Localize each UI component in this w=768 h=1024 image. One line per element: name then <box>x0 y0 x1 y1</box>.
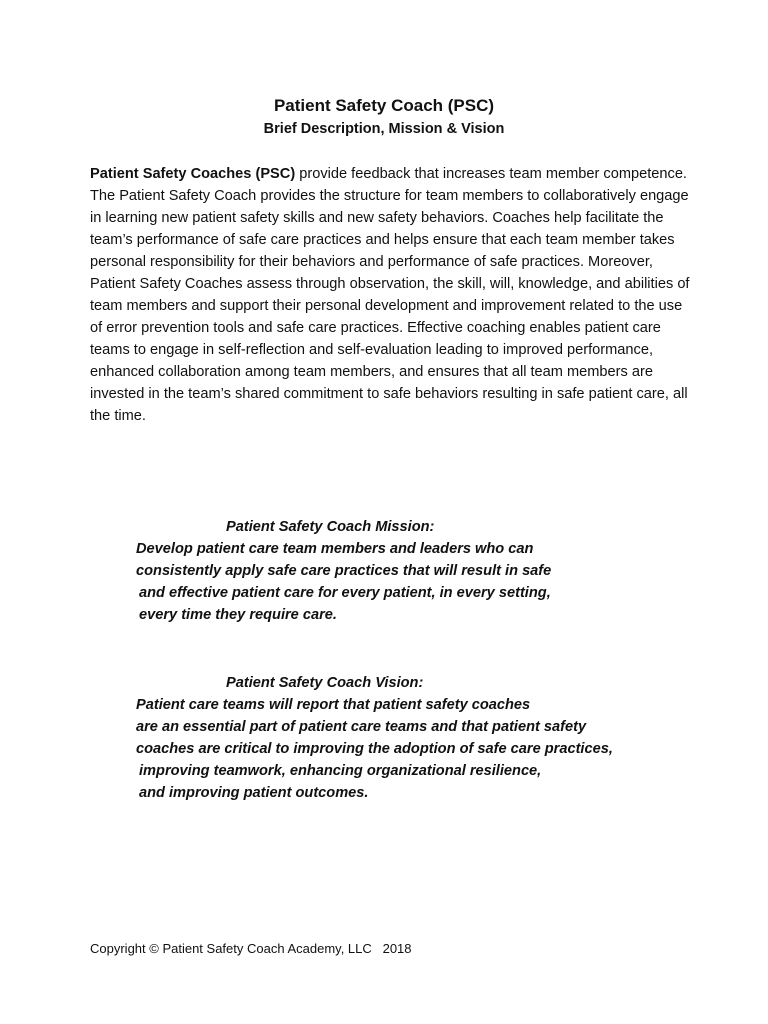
mission-line: consistently apply safe care practices that will result in safe <box>136 563 552 579</box>
vision-line: Patient care teams will report that patient safety coaches <box>136 697 531 713</box>
mission-line: and effective patient care for every patient, in every setting, <box>139 585 551 601</box>
vision-line: are an essential part of patient care teams and that patient safety <box>136 719 587 735</box>
vision-heading: Patient Safety Coach Vision: <box>226 675 424 691</box>
mission-section <box>136 516 656 626</box>
document-title: Patient Safety Coach (PSC) <box>273 96 495 115</box>
document-subtitle: Brief Description, Mission & Vision <box>263 121 505 137</box>
vision-line: and improving patient outcomes. <box>139 785 369 801</box>
mission-line: every time they require care. <box>139 607 337 623</box>
intro-lead: Patient Safety Coaches (PSC) <box>90 166 296 182</box>
mission-line: Develop patient care team members and leaders who can <box>136 541 534 557</box>
mission-heading: Patient Safety Coach Mission: <box>226 519 435 535</box>
vision-line: coaches are critical to improving the adoption of safe care practices, <box>136 741 613 757</box>
copyright-notice: Copyright © Patient Safety Coach Academy, LLC 2018 <box>90 941 412 956</box>
vision-section <box>136 672 656 804</box>
vision-line: improving teamwork, enhancing organizational resilience, <box>139 763 542 779</box>
intro-paragraph <box>90 163 690 427</box>
intro-text: provide feedback that increases team member competence. The Patient Safety Coach provides the structure for team members to collaboratively engage in learning new patient safety skills and new safety behaviors. Coaches help facilitate the team’s performance of safe care practices and helps ensure that each team member takes personal responsibility for their behaviors and performance of safe practices. Moreover, Patient Safety Coaches assess through observation, the skill, will, knowledge, and abilities of team members and support their personal development and improvement related to the use of error prevention tools and safe care practices. Effective coaching enables patient care teams to engage in self-reflection and self-evaluation leading to improved performance, enhanced collaboration among team members, and ensures that all team members are invested in the team’s shared commitment to safe behaviors resulting in safe patient care, all the time. <box>90 166 690 424</box>
